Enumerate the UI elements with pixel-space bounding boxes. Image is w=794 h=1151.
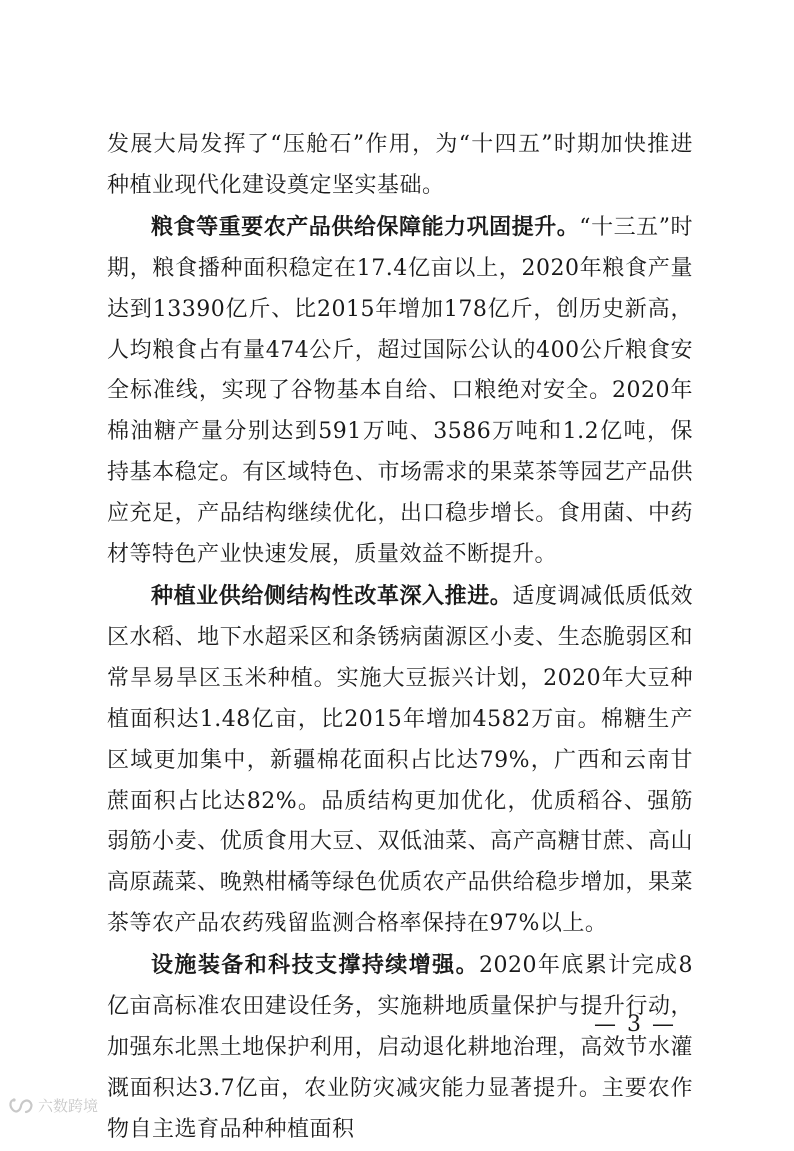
- page-number: — 3 —: [594, 1012, 676, 1037]
- paragraph-2-lead: 粮食等重要农产品供给保障能力巩固提升。: [151, 213, 580, 240]
- paragraph-2-body: “十三五”时期，粮食播种面积稳定在17.4亿亩以上，2020年粮食产量达到13390亿斤、比2015年增加178亿斤，创历史新高，人均粮食占有量474公斤，超过国际公认的400公斤粮食安全标准线，实现了谷物基本自给、口粮绝对安全。2020年棉油糖产量分别达到591万吨、3586万吨和1.2亿吨，保持基本稳定。有区域特色、市场需求的果菜茶等园艺产品供应充足，产品结构继续优化，出口稳步增长。食用菌、中药材等特色产业快速发展，质量效益不断提升。: [107, 214, 693, 568]
- paragraph-3-body: 适度调减低质低效区水稻、地下水超采区和条锈病菌源区小麦、生态脆弱区和常旱易旱区玉米种植。实施大豆振兴计划，2020年大豆种植面积达1.48亿亩，比2015年增加4582万亩。棉糖生产区域更加集中，新疆棉花面积占比达79%，广西和云南甘蔗面积占比达82%。品质结构更加优化，优质稻谷、强筋弱筋小麦、优质食用大豆、双低油菜、高产高糖甘蔗、高山高原蔬菜、晚熟柑橘等绿色优质农产品供给稳步增加，果菜茶等农产品农药残留监测合格率保持在97%以上。: [107, 583, 693, 937]
- paragraph-4-body: 2020年底累计完成8亿亩高标准农田建设任务，实施耕地质量保护与提升行动，加强东北黑土地保护利用，启动退化耕地治理，高效节水灌溉面积达3.7亿亩，农业防灾减灾能力显著提升。主要农作物自主选育品种种植面积: [107, 953, 693, 1142]
- watermark-text: 六数跨境: [38, 1097, 99, 1115]
- paragraph-4: [107, 945, 693, 1151]
- paragraph-3-lead: 种植业供给侧结构性改革深入推进。: [151, 582, 513, 609]
- paragraph-4-lead: 设施装备和科技支撑持续增强。: [151, 952, 479, 979]
- paragraph-1: [107, 124, 693, 207]
- paragraph-2: [107, 207, 693, 576]
- paragraph-1-body: 发展大局发挥了“压舱石”作用，为“十四五”时期加快推进种植业现代化建设奠定坚实基础。: [107, 132, 693, 198]
- paragraph-3: [107, 576, 693, 945]
- brand-logo-icon: [8, 1097, 34, 1115]
- watermark: [8, 1095, 98, 1116]
- body-text: [107, 124, 693, 1151]
